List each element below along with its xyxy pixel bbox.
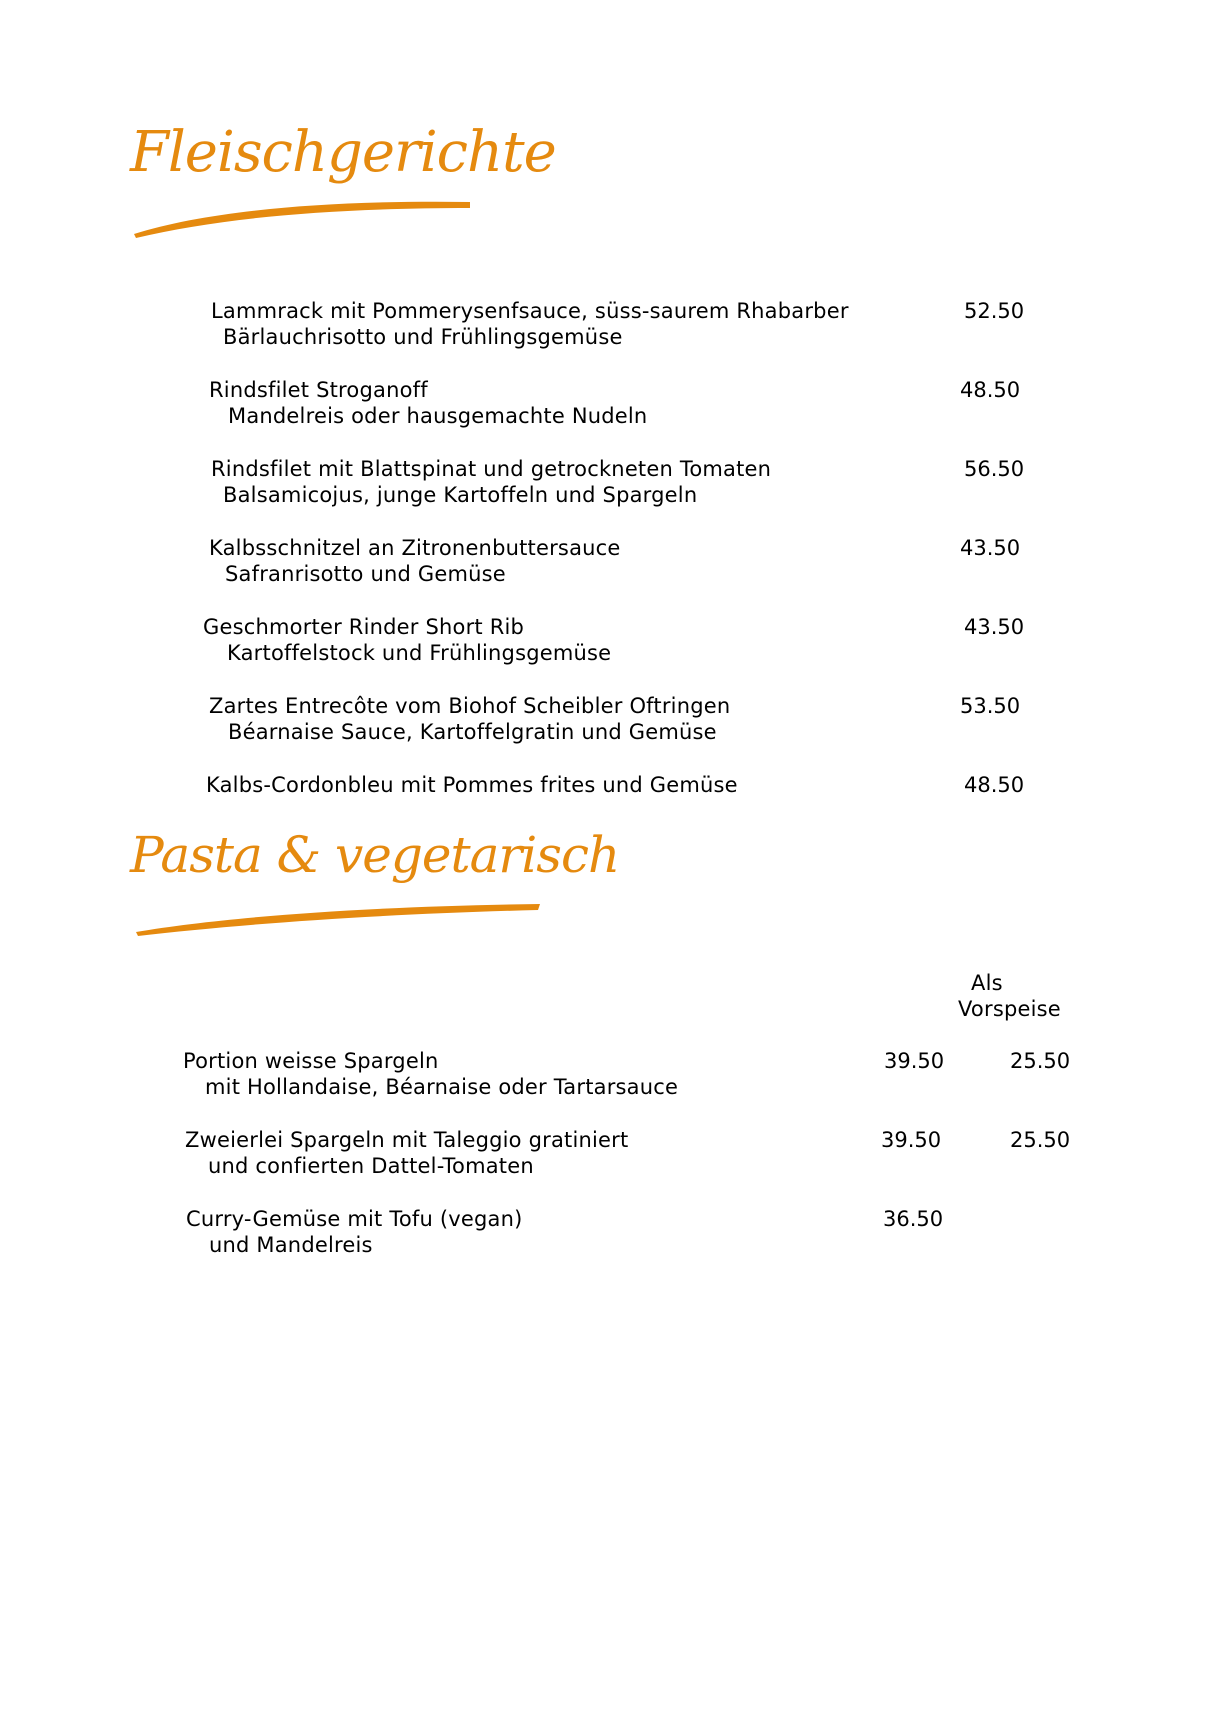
starter-price: 25.50 <box>1010 1128 1071 1152</box>
dish-price: 43.50 <box>960 536 1021 560</box>
pasta-heading-text: Pasta & vegetarisch <box>130 826 620 884</box>
dish-description: Balsamicojus, junge Kartoffeln und Spargeln <box>223 483 698 507</box>
dish-name: Geschmorter Rinder Short Rib <box>203 615 525 639</box>
dish-name: Zweierlei Spargeln mit Taleggio gratiniert <box>185 1128 629 1152</box>
dish-price: 53.50 <box>960 694 1021 718</box>
dish-price: 36.50 <box>883 1207 944 1231</box>
dish-price: 48.50 <box>964 773 1025 797</box>
dish-name: Kalbs-Cordonbleu mit Pommes frites und Gemüse <box>206 773 738 797</box>
dish-description: Kartoffelstock und Frühlingsgemüse <box>227 641 612 665</box>
dish-name: Rindsfilet Stroganoff <box>209 378 428 402</box>
dish-description: Safranrisotto und Gemüse <box>225 562 506 586</box>
dish-name: Lammrack mit Pommerysenfsauce, süss-saurem Rhabarber <box>211 299 849 323</box>
dish-name: Zartes Entrecôte vom Biohof Scheibler Oftringen <box>209 694 731 718</box>
dish-price: 48.50 <box>960 378 1021 402</box>
meat-heading-text: Fleischgerichte <box>130 120 556 185</box>
starter-column-header: Vorspeise <box>958 997 1061 1021</box>
dish-description: mit Hollandaise, Béarnaise oder Tartarsauce <box>205 1075 679 1099</box>
dish-description: und confierten Dattel-Tomaten <box>208 1154 534 1178</box>
starter-price: 25.50 <box>1010 1049 1071 1073</box>
dish-price: 56.50 <box>964 457 1025 481</box>
dish-price: 39.50 <box>881 1128 942 1152</box>
pasta-section-heading <box>130 826 620 936</box>
dish-name: Curry-Gemüse mit Tofu (vegan) <box>186 1207 523 1231</box>
dish-description: und Mandelreis <box>209 1233 373 1257</box>
dish-name: Kalbsschnitzel an Zitronenbuttersauce <box>209 536 621 560</box>
starter-column-header: Als <box>971 971 1003 995</box>
dish-price: 39.50 <box>884 1049 945 1073</box>
dish-description: Mandelreis oder hausgemachte Nudeln <box>228 404 648 428</box>
dish-name: Portion weisse Spargeln <box>183 1049 439 1073</box>
dish-description: Béarnaise Sauce, Kartoffelgratin und Gemüse <box>228 720 717 744</box>
dish-price: 52.50 <box>964 299 1025 323</box>
dish-price: 43.50 <box>964 615 1025 639</box>
dish-description: Bärlauchrisotto und Frühlingsgemüse <box>223 325 623 349</box>
meat-section-heading <box>130 118 556 238</box>
dish-name: Rindsfilet mit Blattspinat und getrockneten Tomaten <box>211 457 772 481</box>
